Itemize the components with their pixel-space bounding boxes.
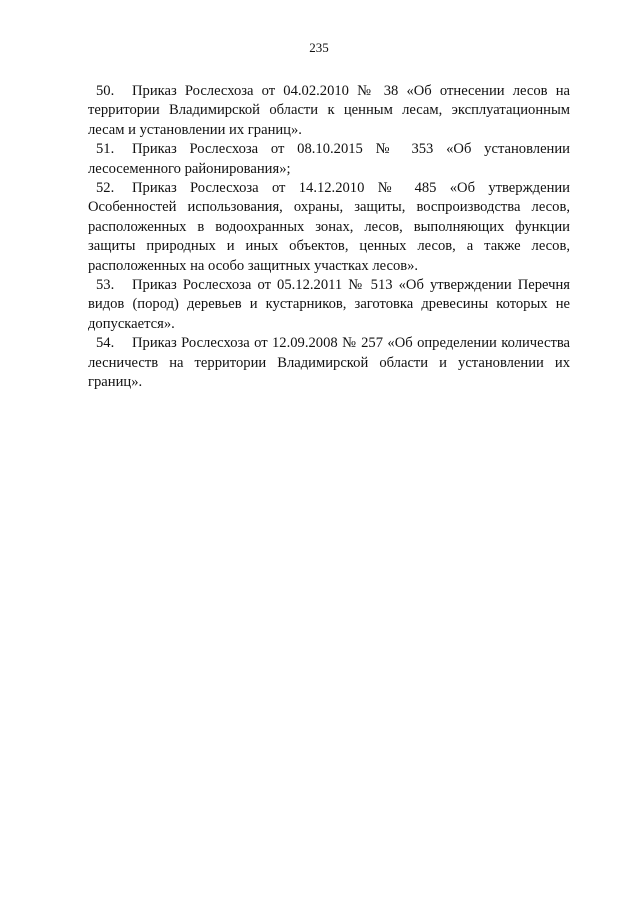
list-item: [88, 276, 570, 334]
list-item: [88, 140, 570, 179]
item-text: Приказ Рослесхоза от 12.09.2008 № 257 «Об определении количества лесничеств на территории Владимирской области и установлении их границ».: [88, 335, 570, 391]
page-number: 235: [309, 40, 329, 55]
item-number: 51.: [96, 141, 115, 158]
order-list: [88, 82, 570, 393]
item-number: 54.: [96, 335, 115, 352]
item-number: 50.: [96, 83, 115, 99]
list-item: [88, 82, 570, 140]
item-number: 53.: [96, 277, 115, 294]
item-text: Приказ Рослесхоза от 04.02.2010 № 38 «Об отнесении лесов на территории Владимирской области к ценным лесам, эксплуатационным лесам и установлении их границ».: [88, 83, 570, 138]
list-item: [88, 334, 570, 392]
item-number: 52.: [96, 180, 115, 197]
list-item: [88, 179, 570, 276]
item-text: Приказ Рослесхоза от 14.12.2010 № 485 «Об утверждении Особенностей использования, охраны, защиты, воспроизводства лесов, расположенных в водоохранных зонах, лесов, выполняющих функции защиты природных и иных объектов, ценных лесов, а также лесов, расположенных на особо защитных участках лесов».: [88, 180, 570, 274]
item-text: Приказ Рослесхоза от 08.10.2015 № 353 «Об установлении лесосеменного районирования»;: [88, 141, 570, 177]
item-text: Приказ Рослесхоза от 05.12.2011 № 513 «Об утверждении Перечня видов (пород) деревьев и кустарников, заготовка древесины которых не допускается».: [88, 277, 570, 332]
